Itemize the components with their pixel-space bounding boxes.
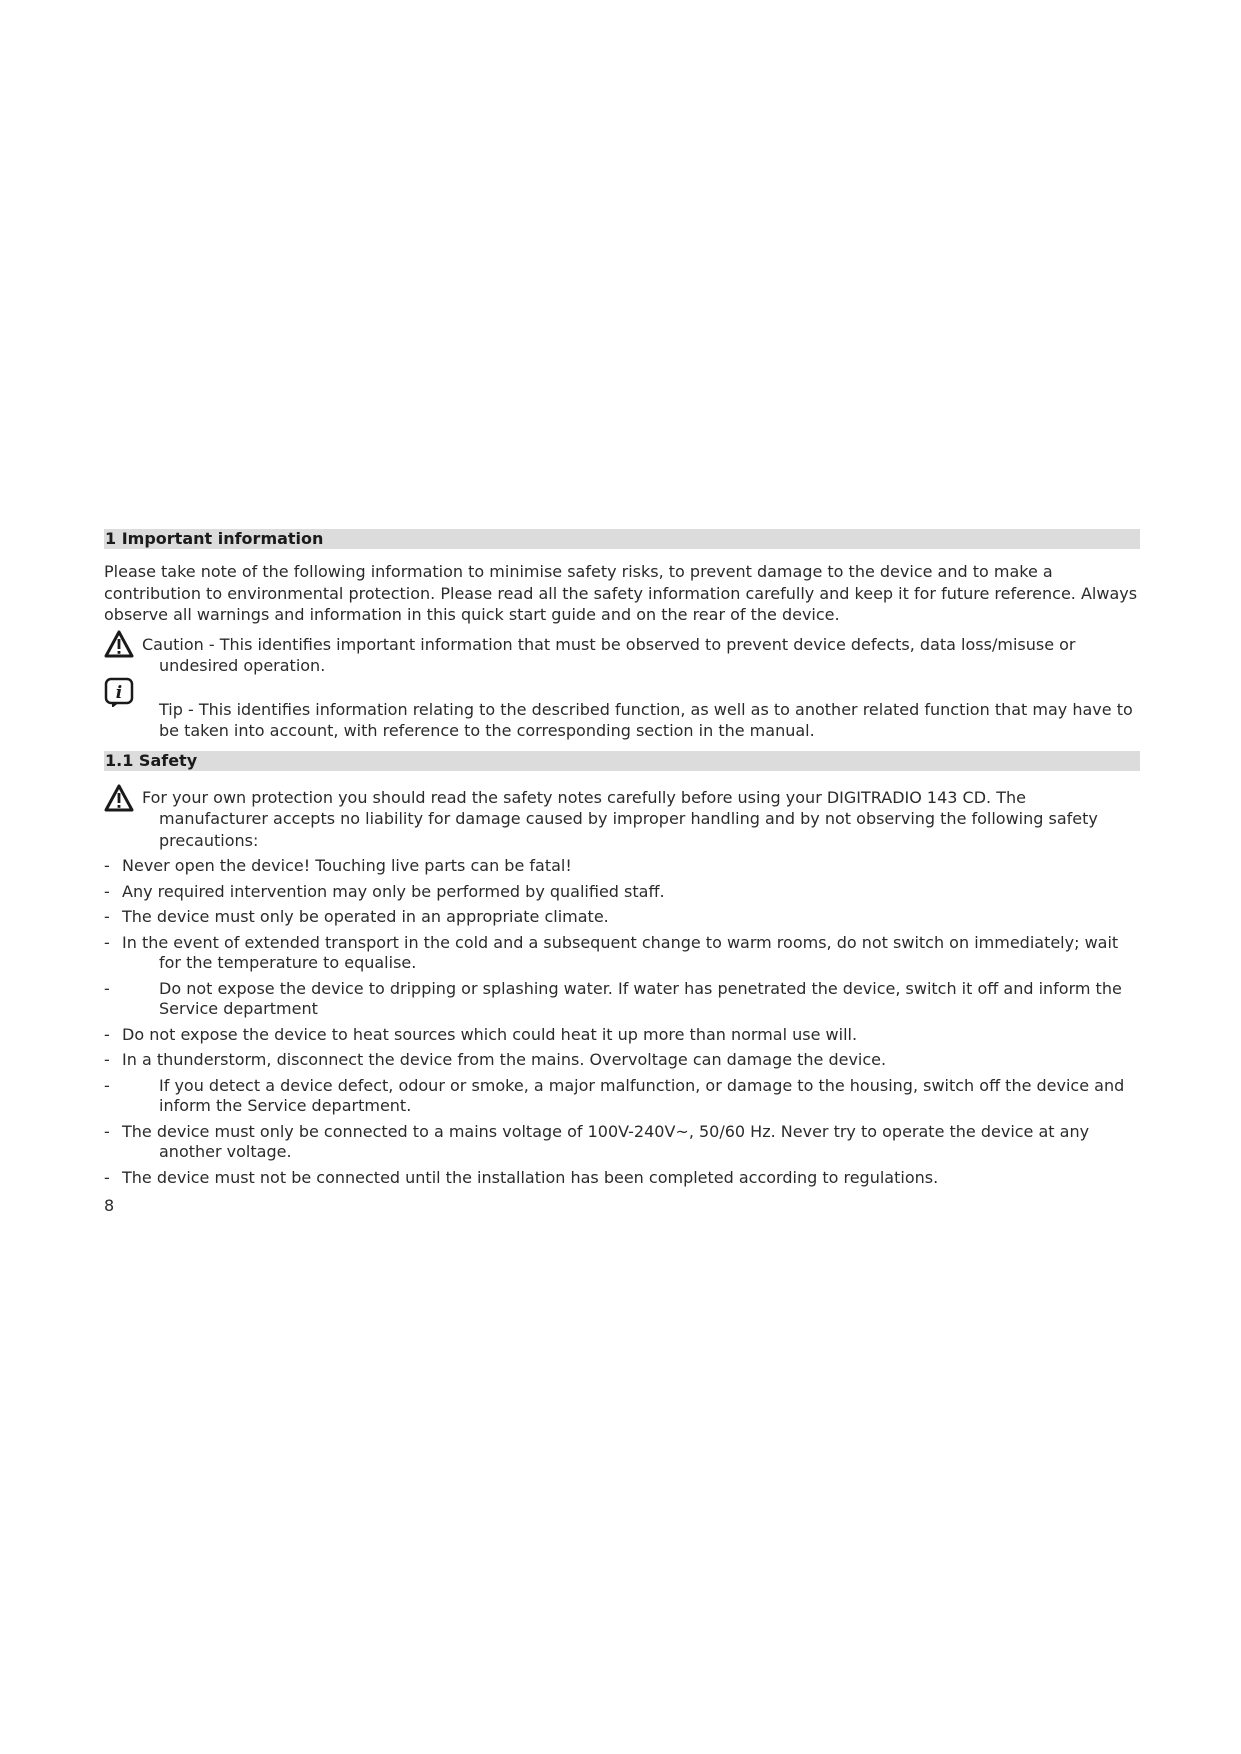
safety-warning-line1: For your own protection you should read the safety notes carefully before using your DIGITRADIO 143 CD. The xyxy=(142,787,1026,807)
bullet-dash: - xyxy=(104,881,110,901)
bullet-dash: - xyxy=(104,1050,110,1069)
bullet-dash: - xyxy=(104,978,110,998)
list-item-text: The device must only be operated in an appropriate climate. xyxy=(122,907,609,926)
list-item xyxy=(104,1168,1140,1189)
list-item xyxy=(104,1122,1140,1163)
bullet-dash: - xyxy=(104,856,110,875)
safety-warning-note xyxy=(104,787,1140,852)
safety-bullet-list xyxy=(104,856,1140,1188)
list-item-text: Any required intervention may only be performed by qualified staff. xyxy=(122,881,665,901)
warning-triangle-icon xyxy=(104,784,134,818)
list-item xyxy=(104,1050,1140,1071)
bullet-dash: - xyxy=(104,932,110,952)
info-box-icon xyxy=(104,677,134,713)
list-item-text: Do not expose the device to dripping or splashing water. If water has penetrated the device, switch it off and inform the Service department xyxy=(159,978,1122,1018)
bullet-dash: - xyxy=(104,1167,110,1187)
warning-triangle-icon xyxy=(104,630,134,664)
bullet-dash: - xyxy=(104,1121,110,1141)
list-item xyxy=(104,882,1140,903)
caution-text-line1: Caution - This identifies important information that must be observed to prevent device defects, data loss/misuse or xyxy=(142,634,1076,654)
caution-text-line2: undesired operation. xyxy=(159,656,326,675)
tip-note xyxy=(104,682,1140,742)
list-item xyxy=(104,933,1140,974)
list-item xyxy=(104,1025,1140,1046)
intro-paragraph: Please take note of the following information to minimise safety risks, to prevent damage to the device and to make a contribution to environmental protection. Please read all the safety information carefully and keep it for future reference. Always observe all warnings and information in this quick start guide and on the rear of the device. xyxy=(104,562,1138,624)
list-item-text: The device must only be connected to a mains voltage of 100V-240V~, 50/60 Hz. Never try to operate the device at any another voltage. xyxy=(122,1121,1090,1161)
list-item xyxy=(104,979,1140,1020)
section-heading-important-information: 1 Important information xyxy=(104,529,1140,549)
list-item xyxy=(104,1076,1140,1117)
list-item-text: The device must not be connected until the installation has been completed according to regulations. xyxy=(122,1167,939,1187)
list-item-text: Never open the device! Touching live parts can be fatal! xyxy=(122,856,572,875)
bullet-dash: - xyxy=(104,907,110,926)
bullet-dash: - xyxy=(104,1075,110,1095)
list-item-text: In a thunderstorm, disconnect the device from the mains. Overvoltage can damage the device. xyxy=(122,1050,887,1069)
caution-note xyxy=(104,634,1140,677)
tip-text-line1: Tip - This identifies information relating to the described function, as well as to another related function that may have to xyxy=(159,699,1133,719)
safety-warning-rest: manufacturer accepts no liability for damage caused by improper handling and by not observing the following safety precautions: xyxy=(159,809,1098,850)
svg-text:i: i xyxy=(115,682,123,703)
list-item-text: Do not expose the device to heat sources which could heat it up more than normal use will. xyxy=(122,1024,858,1044)
list-item-text: In the event of extended transport in the cold and a subsequent change to warm rooms, do not switch on immediately; wait for the temperature to equalise. xyxy=(122,932,1119,972)
list-item xyxy=(104,856,1140,877)
list-item xyxy=(104,907,1140,928)
page-number: 8 xyxy=(104,1196,115,1215)
bullet-dash: - xyxy=(104,1024,110,1044)
page-content xyxy=(104,529,1140,1215)
tip-text-line2: be taken into account, with reference to the corresponding section in the manual. xyxy=(159,721,815,740)
section-heading-safety: 1.1 Safety xyxy=(104,751,1140,771)
list-item-text: If you detect a device defect, odour or smoke, a major malfunction, or damage to the housing, switch off the device and inform the Service department. xyxy=(159,1075,1125,1115)
